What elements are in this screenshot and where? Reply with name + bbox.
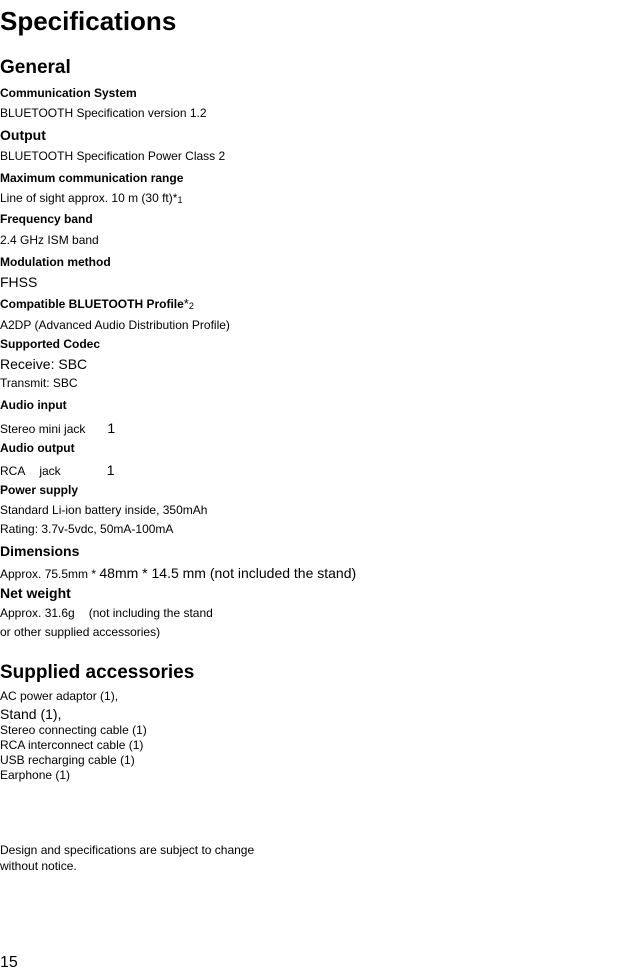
audio-output-label: Audio output bbox=[0, 441, 75, 455]
dimensions-value-a: Approx. 75.5mm * bbox=[0, 567, 100, 581]
range-label: Maximum communication range bbox=[0, 171, 184, 185]
range-value bbox=[0, 191, 182, 205]
net-weight-value-1 bbox=[0, 606, 213, 620]
accessory-item: Stand (1), bbox=[0, 706, 62, 722]
accessory-item: USB recharging cable (1) bbox=[0, 753, 135, 767]
modulation-label: Modulation method bbox=[0, 255, 111, 269]
frequency-label: Frequency band bbox=[0, 212, 93, 226]
power-supply-value-2: Rating: 3.7v-5vdc, 50mA-100mA bbox=[0, 522, 174, 536]
range-value-text: Line of sight approx. 10 m (30 ft)* bbox=[0, 191, 178, 205]
audio-input-value bbox=[0, 420, 115, 436]
accessories-heading: Supplied accessories bbox=[0, 662, 195, 683]
audio-input-text: Stereo mini jack bbox=[0, 422, 86, 436]
audio-output-value bbox=[0, 462, 114, 478]
page-title: Specifications bbox=[0, 6, 177, 36]
audio-input-count: 1 bbox=[107, 420, 116, 436]
net-weight-value-2: or other supplied accessories) bbox=[0, 625, 161, 639]
accessory-item: Earphone (1) bbox=[0, 768, 71, 782]
accessory-item: AC power adaptor (1), bbox=[0, 689, 119, 703]
notice-line-1: Design and specifications are subject to change bbox=[0, 843, 255, 857]
profile-value: A2DP (Advanced Audio Distribution Profile) bbox=[0, 318, 230, 332]
codec-label: Supported Codec bbox=[0, 337, 101, 351]
net-weight-note: (not including the stand bbox=[88, 606, 213, 620]
dimensions-value-b: 48mm * 14.5 mm (not included the stand) bbox=[99, 565, 357, 581]
audio-output-jack: jack bbox=[39, 464, 61, 478]
notice-line-2: without notice. bbox=[0, 859, 77, 873]
audio-output-count: 1 bbox=[106, 462, 115, 478]
range-footnote: 1 bbox=[177, 195, 183, 205]
dimensions-value bbox=[0, 565, 356, 581]
accessory-item: Stereo connecting cable (1) bbox=[0, 723, 147, 737]
power-supply-label: Power supply bbox=[0, 483, 79, 497]
page-number: 15 bbox=[0, 954, 18, 971]
output-value: BLUETOOTH Specification Power Class 2 bbox=[0, 149, 226, 163]
codec-transmit: Transmit: SBC bbox=[0, 376, 78, 390]
audio-output-rca: RCA bbox=[0, 464, 26, 478]
dimensions-label: Dimensions bbox=[0, 543, 80, 559]
net-weight-amount: Approx. 31.6g bbox=[0, 606, 75, 620]
general-heading: General bbox=[0, 57, 71, 78]
net-weight-label: Net weight bbox=[0, 585, 71, 601]
output-label: Output bbox=[0, 127, 46, 143]
communication-system-label: Communication System bbox=[0, 86, 137, 100]
profile-footnote: 2 bbox=[188, 301, 194, 311]
power-supply-value-1: Standard Li-ion battery inside, 350mAh bbox=[0, 503, 208, 517]
profile-label bbox=[0, 296, 194, 311]
profile-star: * bbox=[183, 296, 189, 311]
codec-receive: Receive: SBC bbox=[0, 356, 88, 372]
profile-label-text: Compatible BLUETOOTH Profile bbox=[0, 297, 184, 311]
audio-input-label: Audio input bbox=[0, 398, 67, 412]
communication-system-value: BLUETOOTH Specification version 1.2 bbox=[0, 106, 207, 120]
modulation-value: FHSS bbox=[0, 274, 38, 290]
accessory-item: RCA interconnect cable (1) bbox=[0, 738, 144, 752]
frequency-value: 2.4 GHz ISM band bbox=[0, 233, 99, 247]
